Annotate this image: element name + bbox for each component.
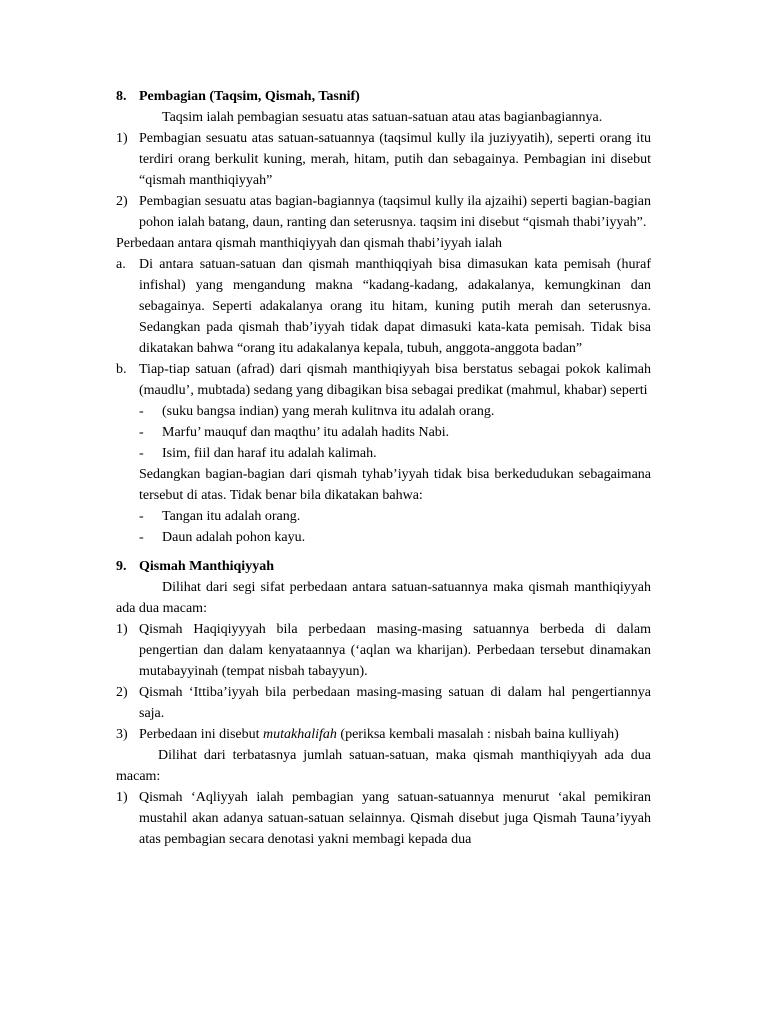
paragraph: Perbedaan antara qismah manthiqiyyah dan qismah thabi’iyyah ialah [116,236,503,251]
section-number: 9. [116,559,127,574]
bullet-text: (suku bangsa indian) yang merah kulitnva itu adalah orang. [162,404,495,419]
bullet-text: Tangan itu adalah orang. [162,509,301,524]
bullet-text: Marfu’ mauquf dan maqthu’ itu adalah hadits Nabi. [162,425,450,440]
list-text: Qismah ‘Ittiba’iyyah bila perbedaan masing-masing satuan di dalam hal pengertiannya saja. [139,685,651,721]
paragraph: Dilihat dari segi sifat perbedaan antara satuan-satuannya maka qismah manthiqiyyah ada dua macam: [116,580,651,616]
list-text [139,724,651,745]
section-title: Pembagian (Taqsim, Qismah, Tasnif) [139,89,360,104]
list-marker: b. [116,362,127,377]
text-run: Perbedaan ini disebut [139,727,264,742]
list-marker: 1) [116,622,128,637]
section-8-heading [116,86,651,107]
list-item [116,619,651,682]
section-title: Qismah Manthiqiyyah [139,559,274,574]
list-marker: 1) [116,790,128,805]
list-marker: 1) [116,131,128,146]
bullet-item [116,527,651,548]
paragraph: Taqsim ialah pembagian sesuatu atas satuan-satuan atau atas bagianbagiannya. [162,110,603,125]
bullet-item [116,422,651,443]
list-item [116,724,651,745]
list-marker: a. [116,257,126,272]
list-marker: 3) [116,727,128,742]
section-number: 8. [116,89,127,104]
bullet-marker: - [139,530,144,545]
list-marker: 2) [116,685,128,700]
bullet-text: Isim, fiil dan haraf itu adalah kalimah. [162,446,377,461]
list-item [116,787,651,850]
list-marker: 2) [116,194,128,209]
bullet-item [116,443,651,464]
paragraph: Dilihat dari terbatasnya jumlah satuan-satuan, maka qismah manthiqiyyah ada dua macam: [116,748,651,784]
list-text: Pembagian sesuatu atas satuan-satuannya (taqsimul kully ila juziyyatih), seperti orang itu terdiri orang berkulit kuning, merah, hitam, putih dan sebagainya. Pembagian ini disebut “qismah manthiqiyyah” [139,131,651,188]
bullet-marker: - [139,446,144,461]
list-item [116,128,651,191]
bullet-marker: - [139,425,144,440]
list-item [116,191,651,233]
document-page [116,86,651,850]
paragraph: Sedangkan bagian-bagian dari qismah tyhab’iyyah tidak bisa berkedudukan sebagaimana tersebut di atas. Tidak benar bila dikatakan bahwa: [139,467,651,503]
list-text: Qismah ‘Aqliyyah ialah pembagian yang satuan-satuannya menurut ‘akal pemikiran mustahil akan adanya satuan-satuan selainnya. Qismah disebut juga Qismah Tauna’iyyah atas pembagian secara denotasi yakni membagi kepada dua [139,790,651,847]
list-item [116,359,651,401]
bullet-marker: - [139,404,144,419]
bullet-marker: - [139,509,144,524]
list-text: Di antara satuan-satuan dan qismah manthiqqiyah bisa dimasukan kata pemisah (huraf infishal) yang mengandung makna “kadang-kadang, adakalanya, kemungkinan dan sebagainya. Seperti adakalanya orang itu hitam, kuning putih merah dan seterusnya. Sedangkan pada qismah thab’iyyah tidak dapat dimasuki kata-kata pemisah. Tidak bisa dikatakan bahwa “orang itu adakalanya kepala, tubuh, anggota-anggota badan” [139,257,651,356]
bullet-text: Daun adalah pohon kayu. [162,530,306,545]
italic-term: mutakhalifah [263,727,337,742]
section-9-heading [116,556,651,577]
list-text: Tiap-tiap satuan (afrad) dari qismah manthiqiyyah bisa berstatus sebagai pokok kalimah (maudlu’, mubtada) sedang yang dibagikan bisa sebagai predikat (mahmul, khabar) seperti [139,362,651,398]
text-run: (periksa kembali masalah : nisbah baina kulliyah) [336,727,619,742]
list-text: Pembagian sesuatu atas bagian-bagiannya (taqsimul kully ila ajzaihi) seperti bagian-bagian pohon ialah batang, daun, ranting dan seterusnya. taqsim ini disebut “qismah thabi’iyyah”. [139,194,651,230]
bullet-item [116,506,651,527]
list-item [116,682,651,724]
list-text: Qismah Haqiqiyyyah bila perbedaan masing-masing satuannya berbeda di dalam pengertian dan dalam kenyataannya (‘aqlan wa kharijan). Perbedaan tersebut dinamakan mutabayyinah (tempat nisbah tabayyun). [139,622,651,679]
bullet-item [116,401,651,422]
list-item [116,254,651,359]
